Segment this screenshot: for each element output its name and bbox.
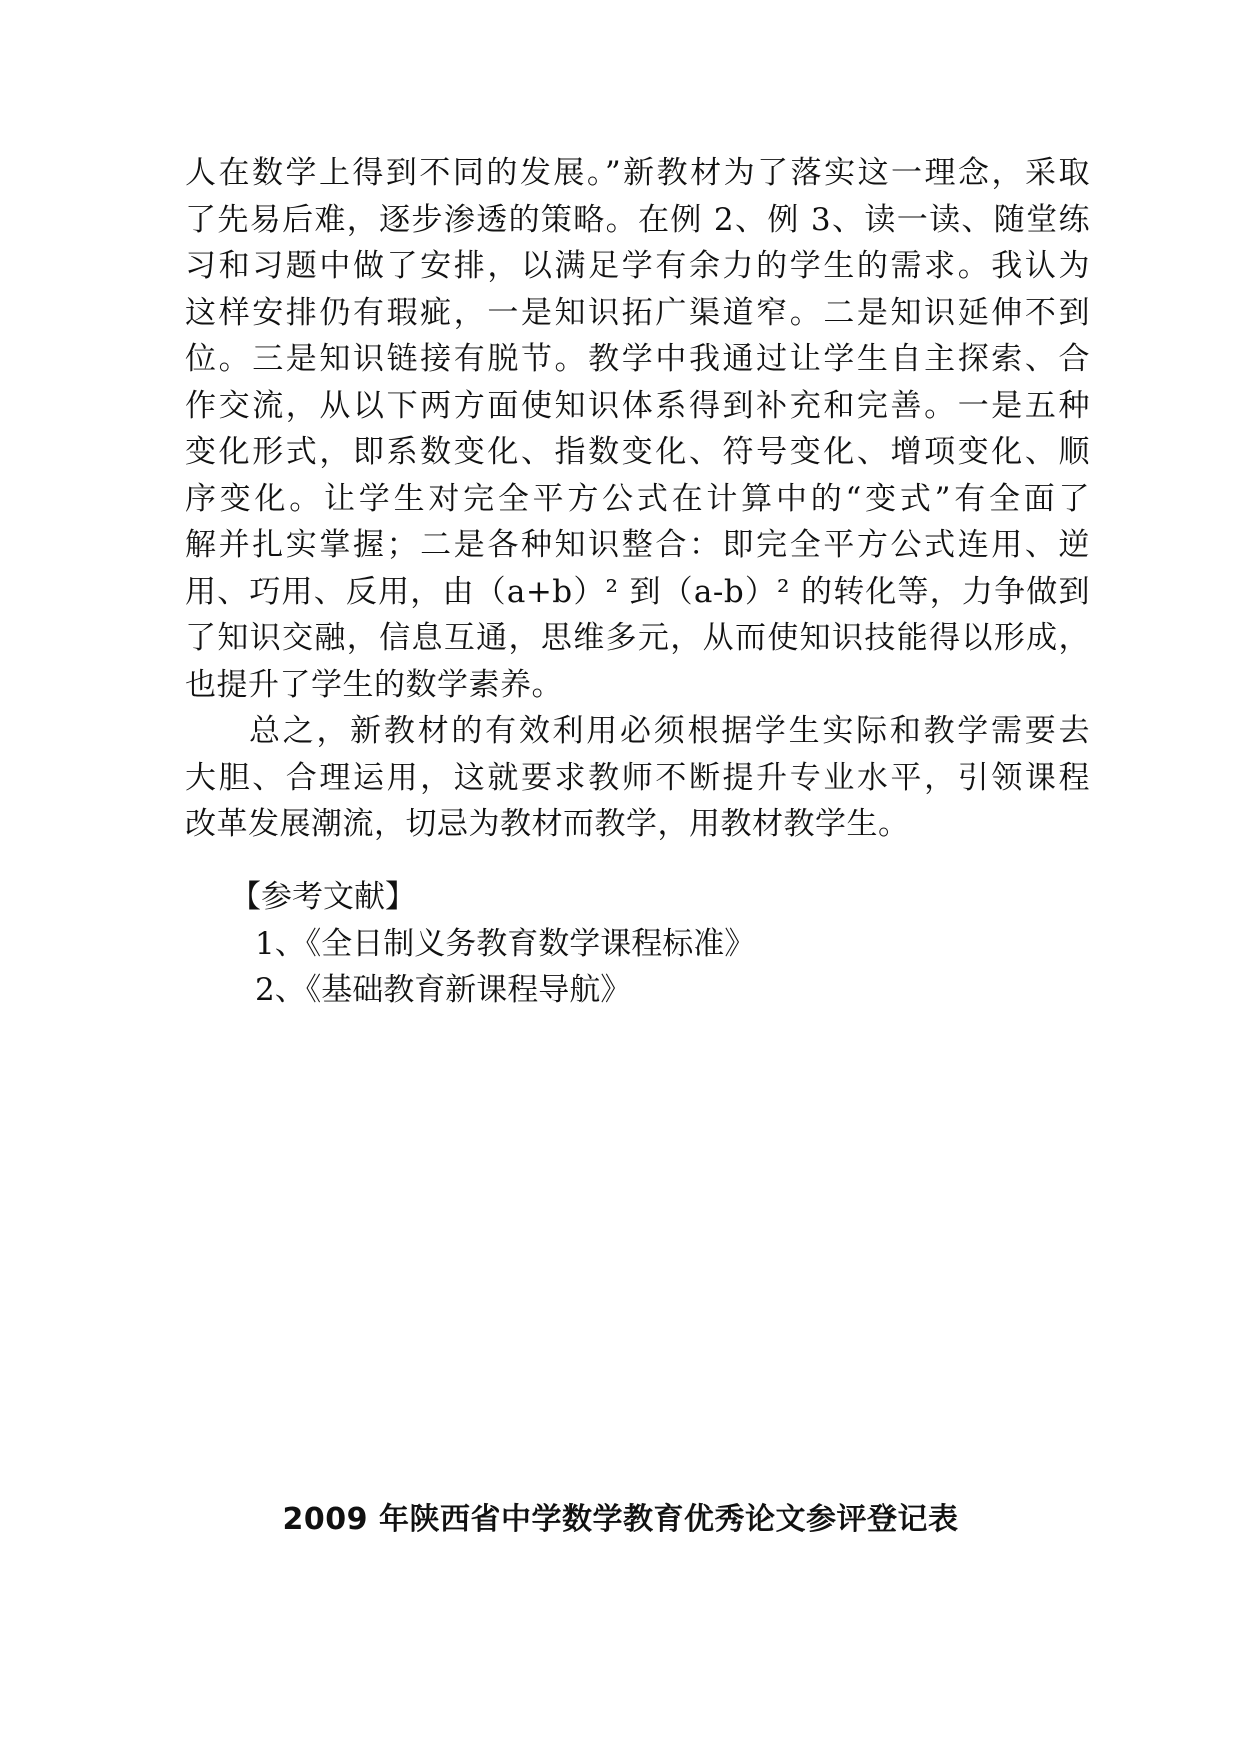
paragraph-1-line: 习和习题中做了安排，以满足学有余力的学生的需求。我认为 — [185, 248, 1090, 284]
paragraph-2-line: 改革发展潮流，切忌为教材而教学，用教材教学生。 — [185, 806, 910, 842]
paragraph-1-line: 解并扎实掌握；二是各种知识整合：即完全平方公式连用、逆 — [185, 527, 1090, 563]
paragraph-1-line: 了先易后难，逐步渗透的策略。在例 2、例 3、读一读、随堂练 — [185, 201, 1090, 238]
paragraph-1-line: 变化形式，即系数变化、指数变化、符号变化、增项变化、顺 — [185, 434, 1090, 470]
references-heading: 【参考文献】 — [230, 879, 416, 915]
paragraph-1-line: 人在数学上得到不同的发展。”新教材为了落实这一理念，采取 — [185, 155, 1090, 191]
paragraph-1-line: 位。三是知识链接有脱节。教学中我通过让学生自主探索、合 — [185, 341, 1090, 377]
paragraph-1-line: 了知识交融，信息互通，思维多元，从而使知识技能得以形成， — [185, 620, 1090, 656]
paragraph-1-line: 序变化。让学生对完全平方公式在计算中的“变式”有全面了 — [185, 480, 1090, 517]
paragraph-2-line: 大胆、合理运用，这就要求教师不断提升专业水平，引领课程 — [185, 759, 1090, 796]
paragraph-1-line: 作交流，从以下两方面使知识体系得到补充和完善。一是五种 — [185, 387, 1090, 424]
paragraph-2-line: 总之，新教材的有效利用必须根据学生实际和教学需要去 — [249, 713, 1090, 749]
footer-title: 2009 年陕西省中学数学教育优秀论文参评登记表 — [282, 1502, 959, 1537]
paragraph-1-line: 这样安排仍有瑕疵，一是知识拓广渠道窄。二是知识延伸不到 — [185, 294, 1090, 331]
paragraph-1-line: 用、巧用、反用，由（a+b）² 到（a-b）² 的转化等，力争做到 — [185, 573, 1090, 610]
body-text — [185, 150, 1090, 848]
reference-item: 2、《基础教育新课程导航》 — [255, 972, 632, 1008]
references-section — [230, 874, 755, 1014]
reference-item: 1、《全日制义务教育数学课程标准》 — [255, 925, 756, 962]
paragraph-1-line: 也提升了学生的数学素养。 — [185, 666, 563, 703]
